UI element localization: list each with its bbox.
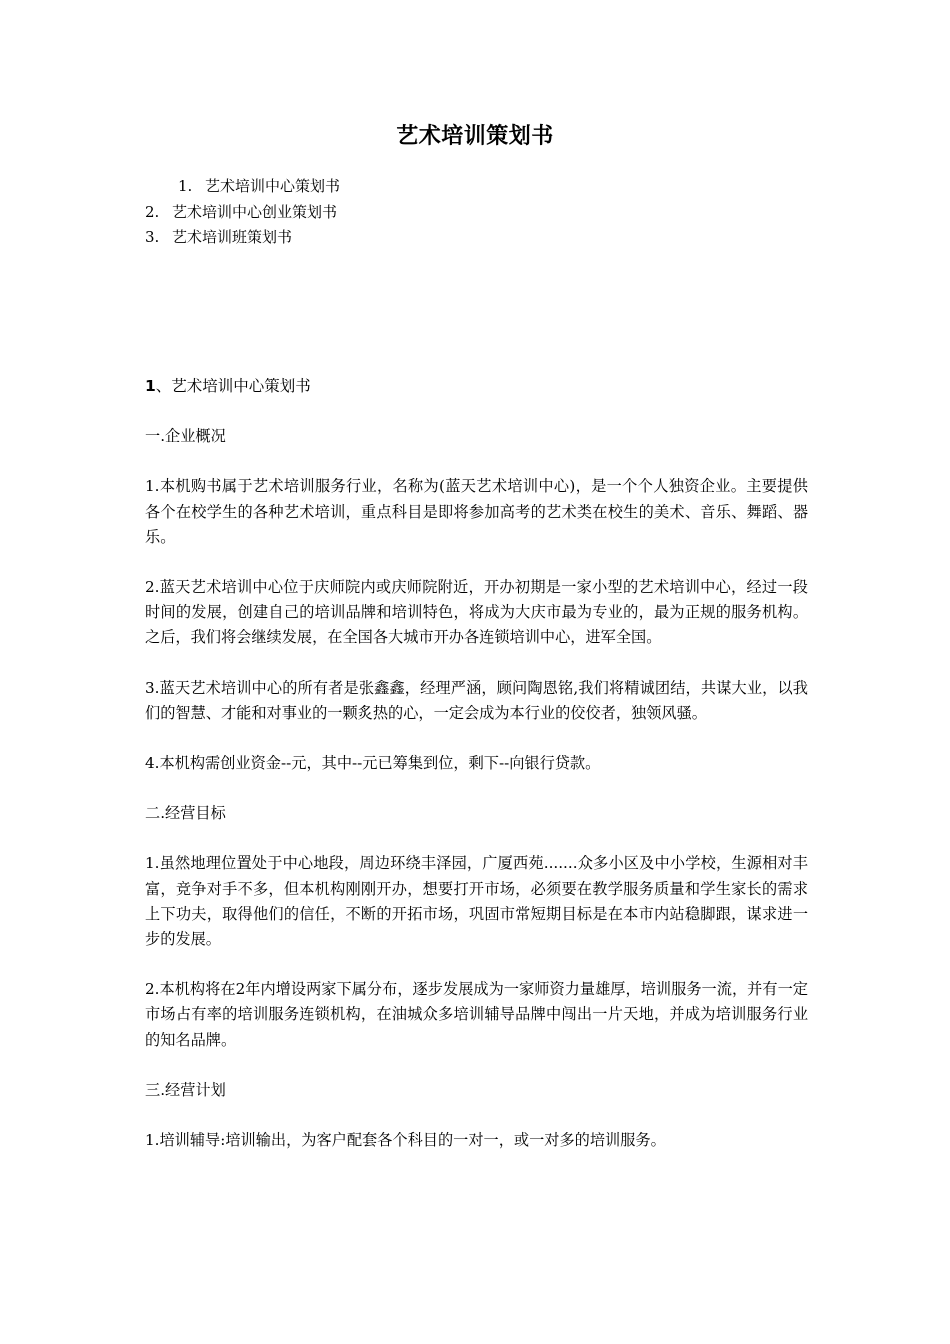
toc-item [145, 174, 805, 200]
document-title: 艺术培训策划书 [396, 124, 554, 149]
paragraph: 3.蓝天艺术培训中心的所有者是张鑫鑫，经理严涵，顾问陶恩铭,我们将精诚团结，共谋大业，以我们的智慧、才能和对事业的一颗炙热的心，一定会成为本行业的佼佼者，独领风骚。 [145, 678, 808, 722]
part-heading-goals: 二.经营目标 [145, 804, 226, 823]
section-number: 1 [145, 377, 156, 395]
toc-item [145, 225, 805, 251]
toc-item-text: 艺术培训中心策划书 [205, 177, 341, 195]
part-heading-plan: 三.经营计划 [145, 1080, 226, 1099]
paragraph: 2.蓝天艺术培训中心位于庆师院内或庆师院附近，开办初期是一家小型的艺术培训中心，经过一段时间的发展，创建自己的培训品牌和培训特色，将成为大庆市最为专业的，最为正规的服务机构。之后，我们将会继续发展，在全国各大城市开办各连锁培训中心，进军全国。 [145, 578, 808, 647]
table-of-contents [145, 174, 805, 251]
toc-item-number: 1. [178, 177, 193, 195]
paragraph: 4.本机构需创业资金--元，其中--元已筹集到位，剩下--向银行贷款。 [145, 754, 601, 773]
toc-item [145, 200, 805, 226]
paragraph: 1.本机购书属于艺术培训服务行业，名称为(蓝天艺术培训中心)，是一个个人独资企业。主要提供各个在校学生的各种艺术培训，重点科目是即将参加高考的艺术类在校生的美术、音乐、舞蹈、器乐。 [145, 477, 808, 546]
paragraph: 1.虽然地理位置处于中心地段，周边环绕丰泽园，广厦西苑.......众多小区及中小学校，生源相对丰富，竞争对手不多，但本机构刚刚开办，想要打开市场，必须要在教学服务质量和学生家长的需求上下功夫，取得他们的信任，不断的开拓市场，巩固市常短期目标是在本市内站稳脚跟，谋求进一步的发展。 [145, 854, 808, 949]
section-title [145, 374, 808, 399]
toc-item-text: 艺术培训中心创业策划书 [172, 202, 338, 221]
paragraph: 1.培训辅导:培训输出，为客户配套各个科目的一对一，或一对多的培训服务。 [145, 1131, 666, 1150]
part-heading-overview: 一.企业概况 [145, 427, 226, 446]
paragraph: 2.本机构将在2年内增设两家下属分布，逐步发展成为一家师资力量雄厚，培训服务一流，并有一定市场占有率的培训服务连锁机构，在油城众多培训辅导品牌中闯出一片天地，并成为培训服务行业的知名品牌。 [145, 980, 808, 1049]
toc-item-text: 艺术培训班策划书 [172, 228, 293, 246]
section-title-text: 、艺术培训中心策划书 [155, 377, 311, 395]
toc-item-number: 2. [145, 202, 160, 221]
document-body [145, 374, 808, 1153]
toc-item-number: 3. [145, 228, 160, 246]
